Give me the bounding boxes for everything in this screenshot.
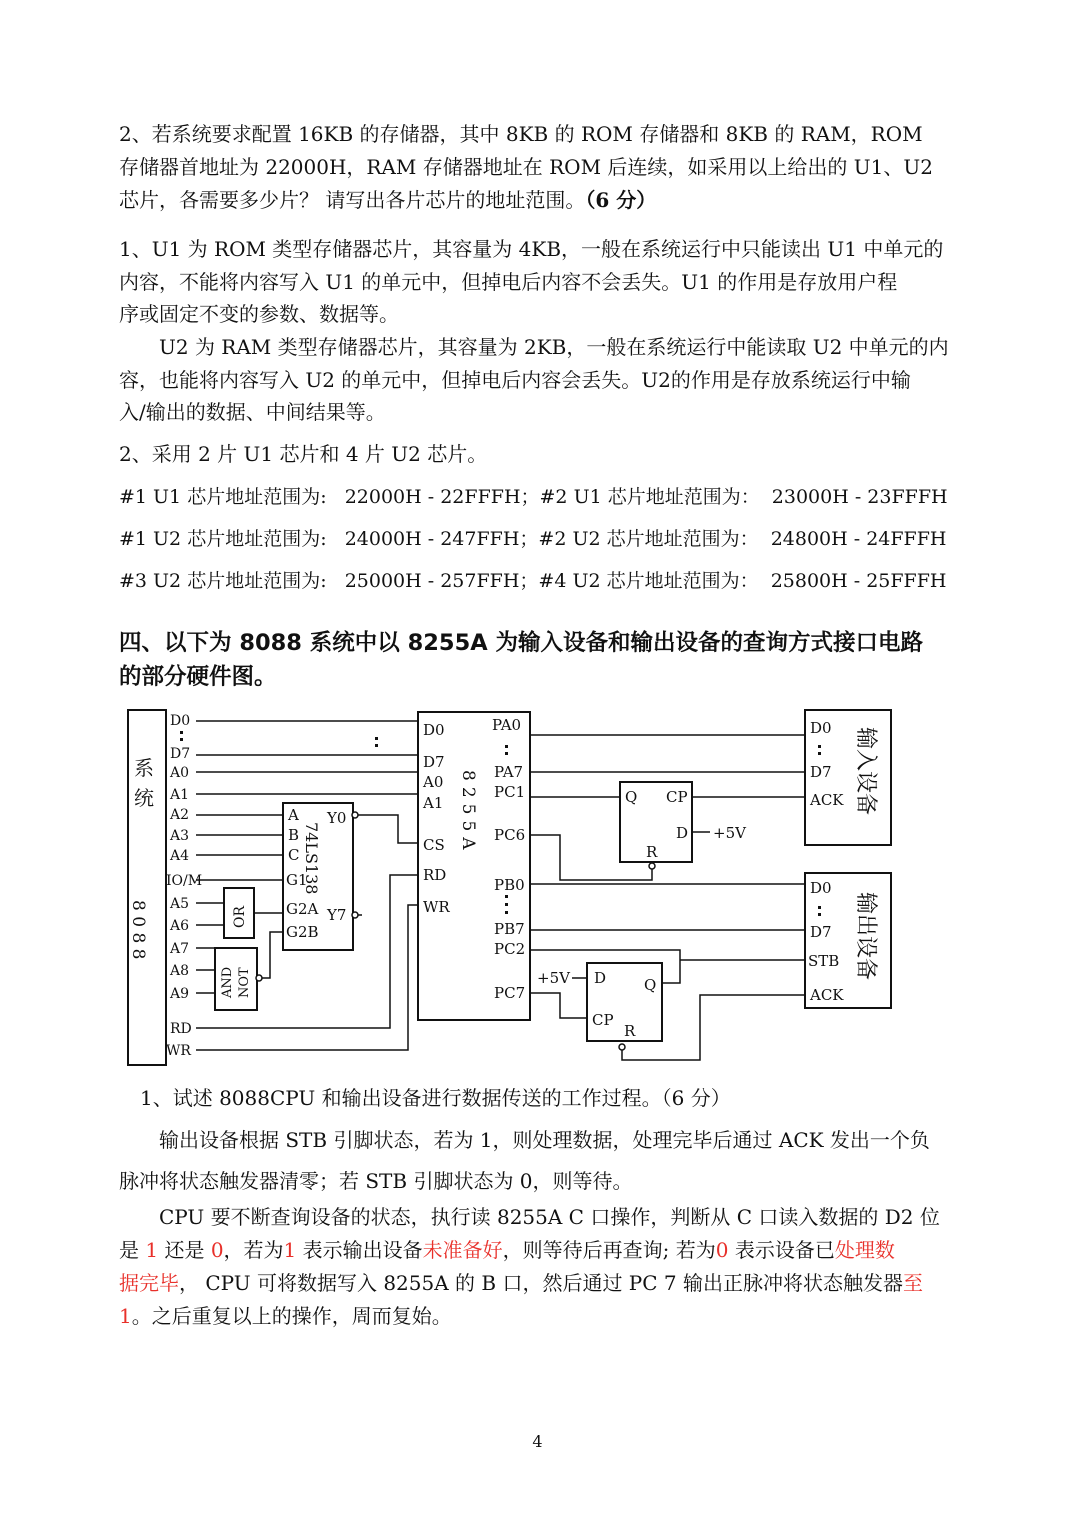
svg-text:A9: A9: [170, 986, 190, 1002]
svg-text:A1: A1: [170, 787, 190, 803]
svg-text:PB0: PB0: [494, 876, 525, 894]
svg-text:RD: RD: [170, 1021, 192, 1037]
answer-1-line-5: 容，也能将内容写入 U2 的单元中，但掉电后内容会丢失。U2的作用是存放系统运行中输: [119, 368, 911, 392]
system-label: 系: [134, 756, 154, 780]
svg-text:WR: WR: [423, 898, 450, 916]
answer-4-1-p1-line-2: 脉冲将状态触发器清零；若 STB 引脚状态为 0，则等待。: [119, 1169, 633, 1193]
svg-text:PC6: PC6: [494, 826, 526, 844]
answer-1-line-2: 内容，不能将内容写入 U1 的单元中，但掉电后内容不会丢失。U1 的作用是存放用户程: [119, 270, 898, 294]
svg-text:PC1: PC1: [494, 783, 526, 801]
answer-4-1-p1-line-1: 输出设备根据 STB 引脚状态，若为 1，则处理数据，处理完毕后通过 ACK 发出一个负: [159, 1128, 930, 1152]
svg-text:ACK: ACK: [810, 986, 844, 1004]
input-device-label: 输入设备: [853, 727, 878, 816]
svg-text:C: C: [288, 846, 300, 864]
address-range-2: #1 U2 芯片地址范围为: 24000H - 247FFH；#2 U2 芯片地址范围为： 24800H - 24FFFH: [119, 528, 947, 550]
svg-text:D7: D7: [423, 753, 445, 771]
svg-text:D0: D0: [423, 721, 445, 739]
question-2-line-2: 存储器首地址为 22000H，RAM 存储器地址在 ROM 后连续，如采用以上给出的 U1、U2: [119, 155, 933, 179]
svg-text:A1: A1: [423, 794, 444, 812]
circuit-diagram: [120, 700, 900, 1070]
svg-text:CS: CS: [423, 836, 445, 854]
address-range-3: #3 U2 芯片地址范围为: 25000H - 257FFH；#4 U2 芯片地址范围为： 25800H - 25FFFH: [119, 570, 947, 592]
output-device-label: 输出设备: [853, 892, 878, 981]
svg-text:A6: A6: [170, 918, 190, 934]
ff2-pin-labels: [537, 969, 656, 1040]
svg-text:+5V: +5V: [537, 969, 570, 987]
svg-text:G2B: G2B: [286, 923, 319, 941]
not-gate-label: NOT: [237, 967, 252, 998]
svg-text:A4: A4: [170, 848, 190, 864]
svg-text:A0: A0: [170, 765, 190, 781]
section-4-heading-line-1: 四、以下为 8088 系统中以 8255A 为输入设备和输出设备的查询方式接口电路: [119, 630, 923, 656]
page-number: 4: [532, 1432, 543, 1451]
chip-label: 8255A: [458, 770, 478, 856]
svg-text:D7: D7: [170, 746, 191, 762]
decoder-label: 74LS138: [302, 822, 321, 895]
svg-text:G1: G1: [286, 871, 308, 889]
svg-text:D0: D0: [170, 713, 191, 729]
input-device-pin-labels: [809, 719, 844, 809]
svg-text:D7: D7: [810, 923, 832, 941]
answer-1-line-4: U2 为 RAM 类型存储器芯片，其容量为 2KB，一般在系统运行中能读取 U2 中单元的内: [159, 335, 949, 359]
answer-4-1-p2-line-1: CPU 要不断查询设备的状态，执行读 8255A C 口操作，判断从 C 口读入数据的 D2 位: [159, 1205, 940, 1229]
svg-text:D7: D7: [810, 763, 832, 781]
system-pin-labels: [166, 713, 202, 1059]
svg-text:A2: A2: [170, 807, 190, 823]
svg-text:D0: D0: [810, 719, 832, 737]
svg-text:ACK: ACK: [810, 791, 844, 809]
answer-1-line-3: 序或固定不变的参数、数据等。: [119, 302, 399, 326]
svg-text:A: A: [288, 806, 299, 824]
answer-4-1-p2-line-4: 1。之后重复以上的操作，周而复始。: [119, 1304, 452, 1328]
svg-text:PB7: PB7: [494, 920, 525, 938]
svg-text:CP: CP: [666, 788, 688, 806]
answer-4-1-p2-line-2: 是 1 还是 0，若为1 表示输出设备未准备好，则等待后再查询; 若为0 表示设备已处理数: [119, 1238, 895, 1262]
section-4-heading-line-2: 的部分硬件图。: [119, 664, 277, 690]
answer-2-line-1: 2、采用 2 片 U1 芯片和 4 片 U2 芯片。: [119, 442, 488, 466]
svg-text:B: B: [288, 826, 300, 844]
question-2-points: （6 分）: [585, 188, 657, 212]
chip-right-pin-labels: [492, 716, 525, 1002]
svg-text:R: R: [646, 843, 658, 861]
svg-text:+5V: +5V: [713, 824, 746, 842]
svg-text:PC7: PC7: [494, 984, 526, 1002]
svg-text:G2A: G2A: [286, 900, 319, 918]
svg-text:D: D: [594, 969, 607, 987]
question-2-line-1: 2、若系统要求配置 16KB 的存储器，其中 8KB 的 ROM 存储器和 8KB 的 RAM，ROM: [119, 122, 923, 146]
svg-text:CP: CP: [592, 1011, 614, 1029]
svg-text:统: 统: [134, 786, 154, 810]
svg-text:A3: A3: [170, 828, 190, 844]
question-2-line-3: [119, 184, 964, 217]
answer-4-1-p2-line-3: 据完毕， CPU 可将数据写入 8255A 的 B 口，然后通过 PC 7 输出正脉冲将状态触发器至: [119, 1271, 924, 1295]
svg-text:PA7: PA7: [494, 763, 524, 781]
answer-1-line-1: 1、U1 为 ROM 类型存储器芯片，其容量为 4KB，一般在系统运行中只能读出 U1 中单元的: [119, 237, 944, 261]
svg-text:Q: Q: [625, 788, 638, 806]
svg-text:A0: A0: [423, 773, 444, 791]
chip-left-pin-labels: [422, 721, 450, 916]
answer-1-line-6: 入/输出的数据、中间结果等。: [119, 400, 386, 424]
svg-text:PA0: PA0: [492, 716, 522, 734]
svg-text:STB: STB: [808, 952, 840, 970]
and-gate-label: AND: [220, 966, 235, 998]
svg-text:A8: A8: [170, 963, 190, 979]
svg-text:WR: WR: [166, 1043, 191, 1059]
svg-text:A7: A7: [170, 941, 190, 957]
question-4-1: 1、试述 8088CPU 和输出设备进行数据传送的工作过程。（6 分）: [140, 1086, 731, 1110]
svg-text:Y0: Y0: [327, 809, 347, 827]
svg-text:Y7: Y7: [327, 906, 347, 924]
svg-text:A5: A5: [170, 896, 190, 912]
output-device-pin-labels: [808, 879, 844, 1004]
svg-text:D0: D0: [810, 879, 832, 897]
svg-text:PC2: PC2: [494, 940, 526, 958]
svg-text:Q: Q: [644, 976, 657, 994]
or-gate-label: OR: [232, 905, 248, 928]
svg-text:D: D: [676, 824, 689, 842]
ff1-pin-labels: [625, 788, 747, 861]
address-range-1: #1 U1 芯片地址范围为: 22000H - 22FFFH；#2 U1 芯片地址范围为： 23000H - 23FFFH: [119, 486, 948, 508]
svg-text:RD: RD: [423, 866, 447, 884]
question-2-text: 芯片，各需要多少片？ 请写出各片芯片的地址范围。: [119, 188, 586, 212]
svg-text:R: R: [624, 1022, 636, 1040]
system-label-vertical: 8 0 8 8: [128, 900, 148, 960]
svg-text:IO/M: IO/M: [166, 873, 203, 889]
